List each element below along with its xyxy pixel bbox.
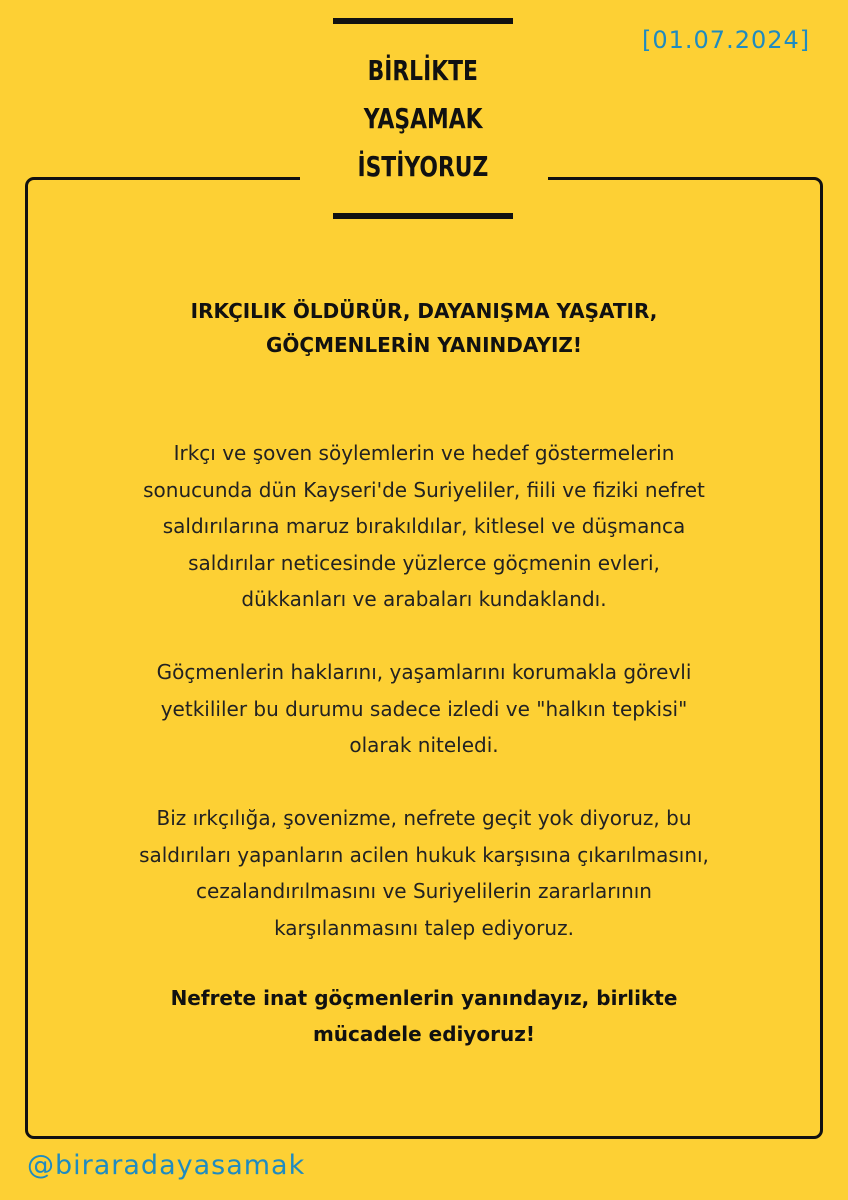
logo-line: BİRLİKTE — [367, 53, 479, 87]
date-label: [01.07.2024] — [642, 26, 811, 54]
paragraph-line: saldırılarına maruz bırakıldılar, kitlesel ve düşmanca — [162, 514, 686, 538]
paragraph-line: saldırılar neticesinde yüzlerce göçmenin evleri, — [188, 550, 660, 575]
paragraph-3 — [50, 800, 798, 946]
paragraph-line: Biz ırkçılığa, şovenizme, nefrete geçit yok diyoruz, bu — [156, 806, 692, 830]
logo-line: İSTİYORUZ — [357, 149, 489, 183]
logo-line: YAŞAMAK — [363, 101, 483, 135]
paragraph-line: sonucunda dün Kayseri'de Suriyeliler, fiili ve fiziki nefret — [143, 477, 705, 502]
headline-line: GÖÇMENLERİN YANINDAYIZ! — [265, 333, 583, 357]
paragraph-line: saldırıları yapanların acilen hukuk karşısına çıkarılmasını, — [139, 842, 709, 867]
paragraph-2 — [50, 654, 798, 764]
paragraph-line: Irkçı ve şoven söylemlerin ve hedef göstermelerin — [173, 441, 675, 465]
paragraph-line: olarak niteledi. — [349, 733, 499, 757]
paragraph-line: cezalandırılmasını ve Suriyelilerin zararlarının — [196, 879, 652, 903]
headline — [50, 294, 798, 362]
paragraph-line: Göçmenlerin haklarını, yaşamlarını korumakla görevli — [156, 660, 692, 684]
paragraph-line: karşılanmasını talep ediyoruz. — [274, 915, 574, 940]
social-handle: @biraradayasamak — [27, 1150, 306, 1181]
paragraph-line: dükkanları ve arabaları kundaklandı. — [241, 587, 607, 611]
closing-line: mücadele ediyoruz! — [312, 1022, 536, 1046]
logo — [333, 18, 513, 219]
headline-line: IRKÇILIK ÖLDÜRÜR, DAYANIŞMA YAŞATIR, — [190, 299, 658, 323]
paragraph-1 — [50, 435, 798, 618]
closing-statement — [50, 980, 798, 1052]
closing-line: Nefrete inat göçmenlerin yanındayız, birlikte — [170, 986, 678, 1010]
paragraph-line: yetkililer bu durumu sadece izledi ve "halkın tepkisi" — [160, 696, 688, 721]
